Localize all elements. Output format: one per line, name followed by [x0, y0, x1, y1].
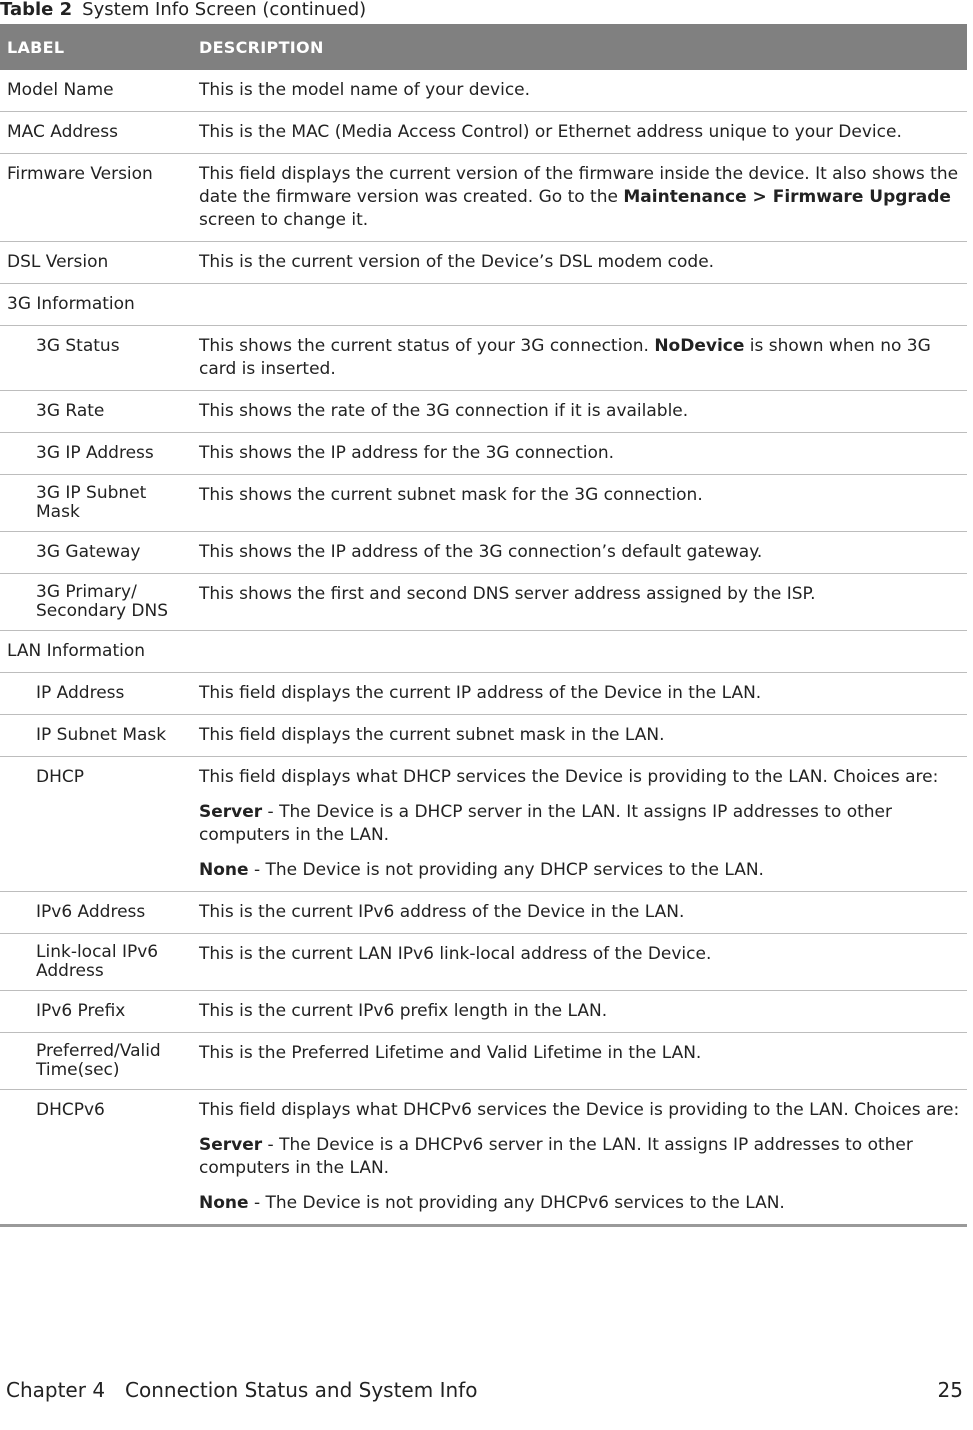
- row-description: This field displays the current version of the firmware inside the device. It also shows the date the firmware version was created. Go to the Maintenance > Firmware Upgrade screen to change it.: [192, 154, 967, 242]
- table-row: [0, 112, 967, 154]
- table-row: [0, 991, 967, 1033]
- row-label: Firmware Version: [0, 154, 192, 242]
- table-row: [0, 574, 967, 631]
- menu-path: Maintenance > Firmware Upgrade: [623, 187, 951, 207]
- table-row: [0, 70, 967, 112]
- row-description: This field displays the current subnet mask in the LAN.: [192, 715, 967, 757]
- row-description: This is the Preferred Lifetime and Valid Lifetime in the LAN.: [192, 1033, 967, 1090]
- row-label: DHCPv6: [0, 1090, 192, 1226]
- table-caption: [0, 0, 366, 20]
- page-footer: [6, 1377, 963, 1403]
- table-row: [0, 757, 967, 892]
- section-label: 3G Information: [0, 284, 192, 326]
- row-description: This is the model name of your device.: [192, 70, 967, 112]
- table-row: [0, 1090, 967, 1226]
- row-label: IP Address: [0, 673, 192, 715]
- section-row: [0, 631, 967, 673]
- chapter-title: Connection Status and System Info: [125, 1378, 478, 1402]
- row-label: 3G Gateway: [0, 532, 192, 574]
- table-row: [0, 475, 967, 532]
- table-row: [0, 715, 967, 757]
- row-label: 3G Status: [0, 326, 192, 391]
- table-row: [0, 532, 967, 574]
- row-label: Link-local IPv6 Address: [0, 934, 192, 991]
- row-label: 3G IP Subnet Mask: [0, 475, 192, 532]
- row-description: This is the current version of the Device’s DSL modem code.: [192, 242, 967, 284]
- table-row: [0, 433, 967, 475]
- section-label: LAN Information: [0, 631, 192, 673]
- row-description: This shows the IP address for the 3G connection.: [192, 433, 967, 475]
- row-label: DSL Version: [0, 242, 192, 284]
- row-description: This shows the first and second DNS server address assigned by the ISP.: [192, 574, 967, 631]
- section-row: [0, 284, 967, 326]
- row-description: This shows the current subnet mask for the 3G connection.: [192, 475, 967, 532]
- row-label: IP Subnet Mask: [0, 715, 192, 757]
- table-number: Table 2: [0, 0, 73, 20]
- row-label: MAC Address: [0, 112, 192, 154]
- table-row: [0, 242, 967, 284]
- row-description: This is the current IPv6 prefix length in the LAN.: [192, 991, 967, 1033]
- table-row: [0, 391, 967, 433]
- table-row: [0, 673, 967, 715]
- row-label: Model Name: [0, 70, 192, 112]
- description-column-header: DESCRIPTION: [192, 24, 967, 70]
- row-label: 3G Rate: [0, 391, 192, 433]
- table-row: [0, 934, 967, 991]
- chapter-number: Chapter 4: [6, 1378, 106, 1402]
- row-description: This field displays what DHCP services the Device is providing to the LAN. Choices are: Server - The Device is a DHCP server in the LAN. It assigns IP addresses to other computers in the LAN. None - The Device is not providing any DHCP services to the LAN.: [192, 757, 967, 892]
- page-number: 25: [937, 1378, 963, 1402]
- row-description: This field displays the current IP address of the Device in the LAN.: [192, 673, 967, 715]
- system-info-table: [0, 24, 967, 1227]
- row-label: 3G IP Address: [0, 433, 192, 475]
- row-description: This is the MAC (Media Access Control) or Ethernet address unique to your Device.: [192, 112, 967, 154]
- row-description: This field displays what DHCPv6 services the Device is providing to the LAN. Choices are: Server - The Device is a DHCPv6 server in the LAN. It assigns IP addresses to other computers in the LAN. None - The Device is not providing any DHCPv6 services to the LAN.: [192, 1090, 967, 1226]
- row-description: This is the current LAN IPv6 link-local address of the Device.: [192, 934, 967, 991]
- row-description: This shows the current status of your 3G connection. NoDevice is shown when no 3G card is inserted.: [192, 326, 967, 391]
- row-description: This shows the rate of the 3G connection if it is available.: [192, 391, 967, 433]
- label-column-header: LABEL: [0, 24, 192, 70]
- row-label: DHCP: [0, 757, 192, 892]
- table-row: [0, 326, 967, 391]
- row-label: 3G Primary/ Secondary DNS: [0, 574, 192, 631]
- status-value: NoDevice: [654, 336, 745, 356]
- row-description: This shows the IP address of the 3G connection’s default gateway.: [192, 532, 967, 574]
- table-row: [0, 1033, 967, 1090]
- table-title: System Info Screen (continued): [82, 0, 367, 20]
- table-header-row: [0, 24, 967, 70]
- row-description: This is the current IPv6 address of the Device in the LAN.: [192, 892, 967, 934]
- row-label: IPv6 Prefix: [0, 991, 192, 1033]
- table-row: [0, 154, 967, 242]
- row-label: IPv6 Address: [0, 892, 192, 934]
- row-label: Preferred/Valid Time(sec): [0, 1033, 192, 1090]
- table-row: [0, 892, 967, 934]
